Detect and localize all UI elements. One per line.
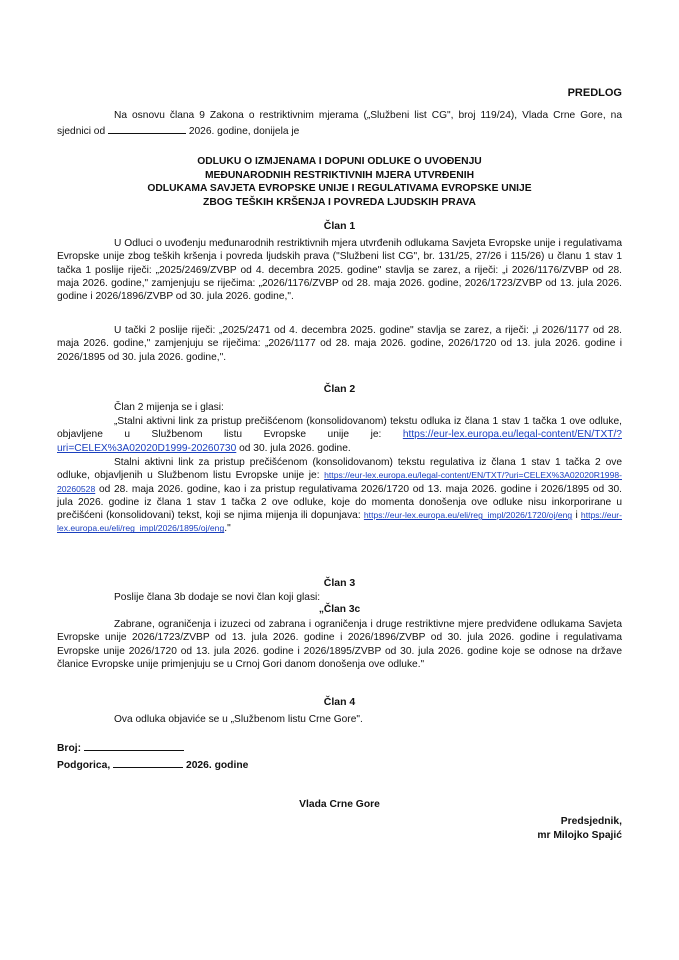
- consolidated-decision-link[interactable]: https://eur-lex.europa.eu/legal-content/EN/TXT/?uri=CELEX%3A02020D1999-20260730: [57, 429, 622, 454]
- date-blank: [113, 758, 183, 768]
- document-title: [57, 155, 622, 209]
- clan-3-heading: Član 3: [323, 577, 356, 589]
- city-label: Podgorica,: [57, 760, 111, 771]
- clan-2-paragraph-2: [57, 415, 622, 455]
- broj-line: [57, 741, 184, 754]
- clan-3-paragraph-1: Poslije člana 3b dodaje se novi član koji glasi:: [114, 592, 321, 603]
- clan-2-paragraph-3: [57, 456, 622, 536]
- place-date-line: [57, 758, 248, 771]
- intro-text-end: 2026. godine, donijela je: [188, 125, 300, 137]
- clan-3-paragraph-2: Zabrane, ograničenja i izuzeci od zabrana i ograničenja i druge restriktivne mjere predviđene odlukama Savjeta Evropske unije 2026/1723/ZVBP od 13. jula 2026. godine i 2026/1896/ZVBP od 30. jula 2026. godine i regulativama Evropske unije 2026/1720 od 13. jula 2026. godine i 2026/1895/ZVBP od 30. jula 2026. godine koje se odnose na države članice Evropske unije primjenjuju se u Crnoj Gori danom donošenja ove odluke.": [57, 619, 622, 670]
- title-line: MEĐUNARODNIH RESTRIKTIVNIH MJERA UTVRĐENIH: [204, 169, 475, 181]
- clan-1-paragraph-1: U Odluci o uvođenju međunarodnih restriktivnih mjera utvrđenih odlukama Savjeta Evropske unije i regulativama Evropske unije zbog teških kršenja i povreda ljudskih prava ("Službeni list CG", br. 131/25, 27/26 i 115/26) u članu 1 stav 1 tačka 1 poslije riječi: „2025/2469/ZVBP od 4. decembra 2025. godine" stavlja se zarez, a riječi: „i 2026/1176/ZVBP od 28. maja 2026. godine," zamjenjuju se riječima: „2026/1176/ZVBP od 28. maja 2026. godine, 2026/1723/ZVBP od 13. jula 2026. godine i 2026/1896/ZVBP od 30. jula 2026. godine,".: [57, 238, 622, 303]
- title-line: ODLUKAMA SAVJETA EVROPSKE UNIJE I REGULATIVAMA EVROPSKE UNIJE: [147, 183, 532, 194]
- intro-text-start: Na osnovu člana 9 Zakona o restriktivnim mjerama („Službeni list CG", broj 119/24), Vlada Crne Gore, na sjednici od: [57, 110, 622, 137]
- broj-blank: [84, 741, 184, 751]
- year-text: 2026. godine: [185, 760, 249, 771]
- regulation-1720-link[interactable]: https://eur-lex.europa.eu/eli/reg_impl/2026/1720/oj/eng: [363, 510, 573, 521]
- consolidated-regulation-link[interactable]: https://eur-lex.europa.eu/legal-content/EN/TXT/?uri=CELEX%3A02020R1998-20260528: [57, 470, 622, 494]
- clan-1-heading: Član 1: [323, 220, 356, 232]
- clan-2-p3-middle: od 28. maja 2026. godine, kao i za pristup regulativama 2026/1720 od 13. maja 2026. godine i 2026/1895 od 30. jula 2026. godine iz člana 1 stav 1 tačka 2 ove odluke, koje do momenta donošenja ove odluke nisu inkorporirane u prečišćeni (konsolidovani) tekst, koji se njima mijenja ili dopunjava:: [57, 483, 622, 522]
- clan-3c-heading: „Član 3c: [318, 604, 361, 615]
- signatory-role: Predsjednik,: [560, 816, 622, 827]
- clan-2-paragraph-1: Član 2 mijenja se i glasi:: [114, 402, 224, 413]
- clan-4-paragraph-1: Ova odluka objaviće se u „Službenom listu Crne Gore".: [114, 714, 363, 725]
- predlog-label: PREDLOG: [567, 87, 622, 99]
- title-line: ODLUKU O IZMJENAMA I DOPUNI ODLUKE O UVOĐENJU: [197, 156, 482, 167]
- clan-2-p3-text: Stalni aktivni link za pristup prečišćenom (konsolidovanom) tekstu regulativa iz člana 1 stav 1 tačka 2 ove odluke, objavljenih u Službenom listu Evropske unije je:: [57, 457, 622, 482]
- clan-1-paragraph-2: U tački 2 poslije riječi: „2025/2471 od 4. decembra 2025. godine" stavlja se zarez, a riječi: „i 2026/1177 od 28. maja 2026. godine," zamjenjuju se riječima: „2026/1177 od 28. maja 2026. godine, 2026/1720 od 13. jula 2026. godine i 2026/1895 od 30. jula 2026. godine,".: [57, 325, 622, 363]
- clan-2-p3-and: i: [575, 510, 578, 522]
- clan-2-p2-date: od 30. jula 2026. godine.: [239, 442, 351, 454]
- regulation-1895-link[interactable]: https://eur-lex.europa.eu/eli/reg_impl/2026/1895/oj/eng: [57, 510, 622, 534]
- intro-paragraph: [57, 109, 622, 139]
- broj-label: Broj:: [57, 743, 82, 754]
- session-date-blank: [108, 124, 186, 134]
- clan-2-p2-text: „Stalni aktivni link za pristup prečišćenom (konsolidovanom) tekstu odluka iz člana 1 stav 1 tačka 1 ove odluke, objavljene u Službenom listu Evropske unije je:: [57, 416, 622, 441]
- clan-2-heading: Član 2: [323, 383, 356, 395]
- title-line: ZBOG TEŠKIH KRŠENJA I POVREDA LJUDSKIH PRAVA: [203, 196, 476, 208]
- clan-2-p3-end: .": [224, 523, 231, 535]
- clan-4-heading: Član 4: [323, 696, 356, 708]
- signatory-name: mr Milojko Spajić: [537, 830, 622, 841]
- government-name: Vlada Crne Gore: [299, 799, 380, 810]
